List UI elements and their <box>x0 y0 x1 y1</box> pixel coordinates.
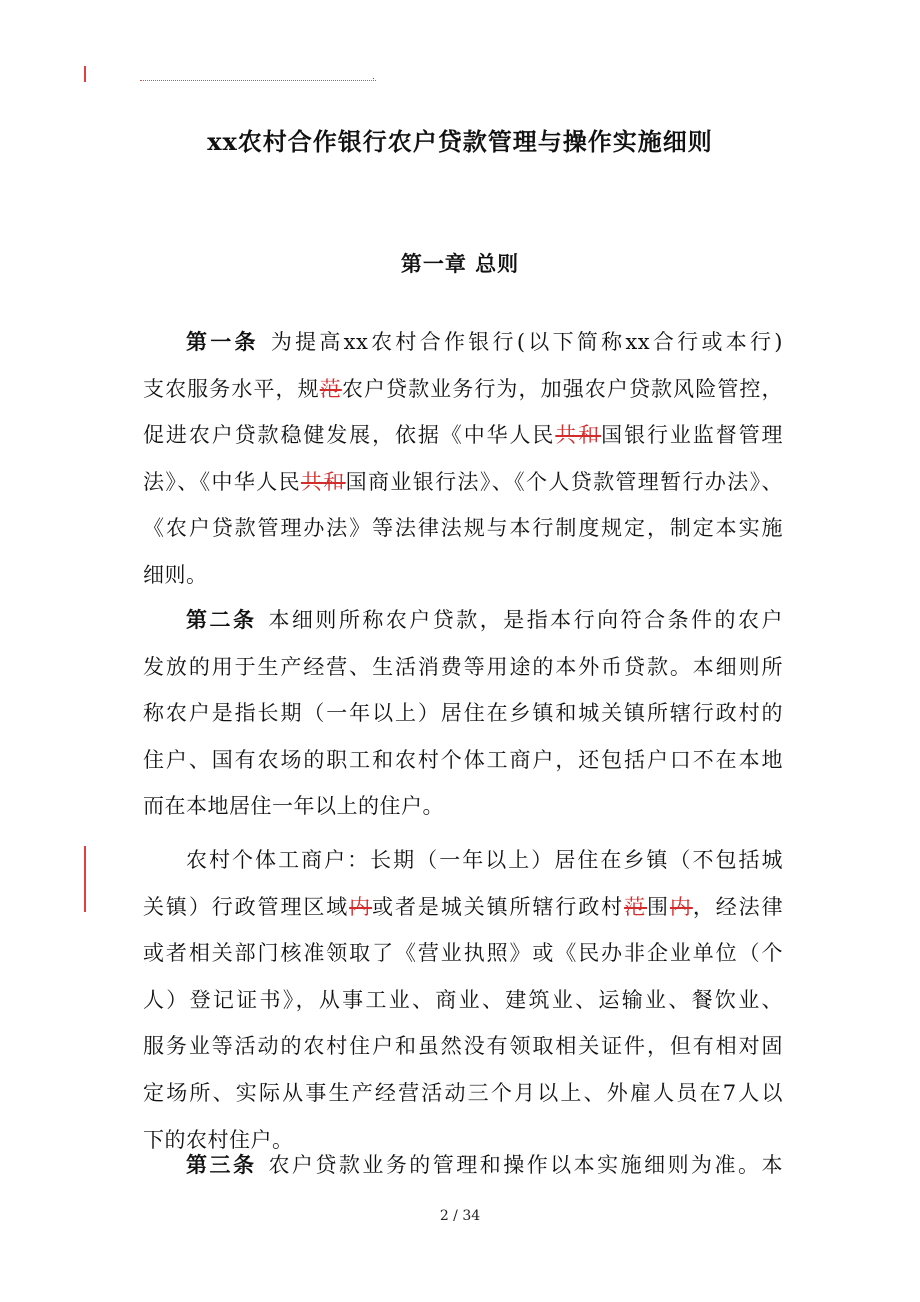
revision-bar-middle <box>84 846 86 912</box>
paragraph-line: 第三条 农户贷款业务的管理和操作以本实施细则为准。本 <box>186 1153 783 1177</box>
paragraph-line: 《农户贷款管理办法》等法律法规与本行制度规定，制定本实施 <box>143 516 783 540</box>
revision-bar-top <box>84 66 86 82</box>
paragraph-line: 法》、《中华人民共和国商业银行法》、《个人贷款管理暂行办法》、 <box>143 470 784 494</box>
tracked-deletion: 范 <box>624 895 647 919</box>
paragraph-line: 发放的用于生产经营、生活消费等用途的本外币贷款。本细则所 <box>143 655 783 679</box>
tracked-deletion: 共和 <box>555 423 602 447</box>
document-title: xx农村合作银行农户贷款管理与操作实施细则 <box>207 127 713 156</box>
tracked-deletion: 范 <box>319 377 342 401</box>
article-label: 第二条 <box>186 608 257 632</box>
paragraph-line: 第一条 为提高xx农村合作银行(以下简称xx合行或本行) <box>186 330 783 354</box>
paragraph-line: 而在本地居住一年以上的住户。 <box>143 794 444 818</box>
paragraph-line: 支农服务水平，规范农户贷款业务行为，加强农户贷款风险管控， <box>143 377 784 401</box>
paragraph-line: 称农户是指长期（一年以上）居住在乡镇和城关镇所辖行政村的 <box>143 701 783 725</box>
header-marker: . <box>372 72 375 82</box>
tracked-deletion: 内 <box>349 895 373 919</box>
paragraph-line: 下的农村住户。 <box>143 1128 294 1152</box>
article-label: 第一条 <box>186 330 259 354</box>
tracked-deletion: 共和 <box>300 470 346 494</box>
paragraph-line: 或者相关部门核准领取了《营业执照》或《民办非企业单位（个 <box>143 941 783 965</box>
page-indicator: 2 / 34 <box>439 1208 481 1224</box>
paragraph-line: 服务业等活动的农村住户和虽然没有领取相关证件，但有相对固 <box>143 1034 783 1058</box>
paragraph-line: 细则。 <box>143 563 208 587</box>
tracked-deletion: 内 <box>669 895 693 919</box>
paragraph-line: 人）登记证书》，从事工业、商业、建筑业、运输业、餐饮业、 <box>143 988 783 1012</box>
paragraph-line: 定场所、实际从事生产经营活动三个月以上、外雇人员在7人以 <box>143 1081 783 1105</box>
article-label: 第三条 <box>186 1153 257 1177</box>
paragraph-line: 关镇）行政管理区域内或者是城关镇所辖行政村范围内，经法律 <box>143 895 784 919</box>
paragraph-line: 第二条 本细则所称农户贷款，是指本行向符合条件的农户 <box>186 608 783 632</box>
paragraph-line: 住户、国有农场的职工和农村个体工商户，还包括户口不在本地 <box>143 748 783 772</box>
paragraph-line: 农村个体工商户：长期（一年以上）居住在乡镇（不包括城 <box>186 848 783 872</box>
paragraph-line: 促进农户贷款稳健发展，依据《中华人民共和国银行业监督管理 <box>143 423 784 447</box>
chapter-heading: 第一章 总则 <box>400 251 520 276</box>
header-rule <box>140 80 376 81</box>
